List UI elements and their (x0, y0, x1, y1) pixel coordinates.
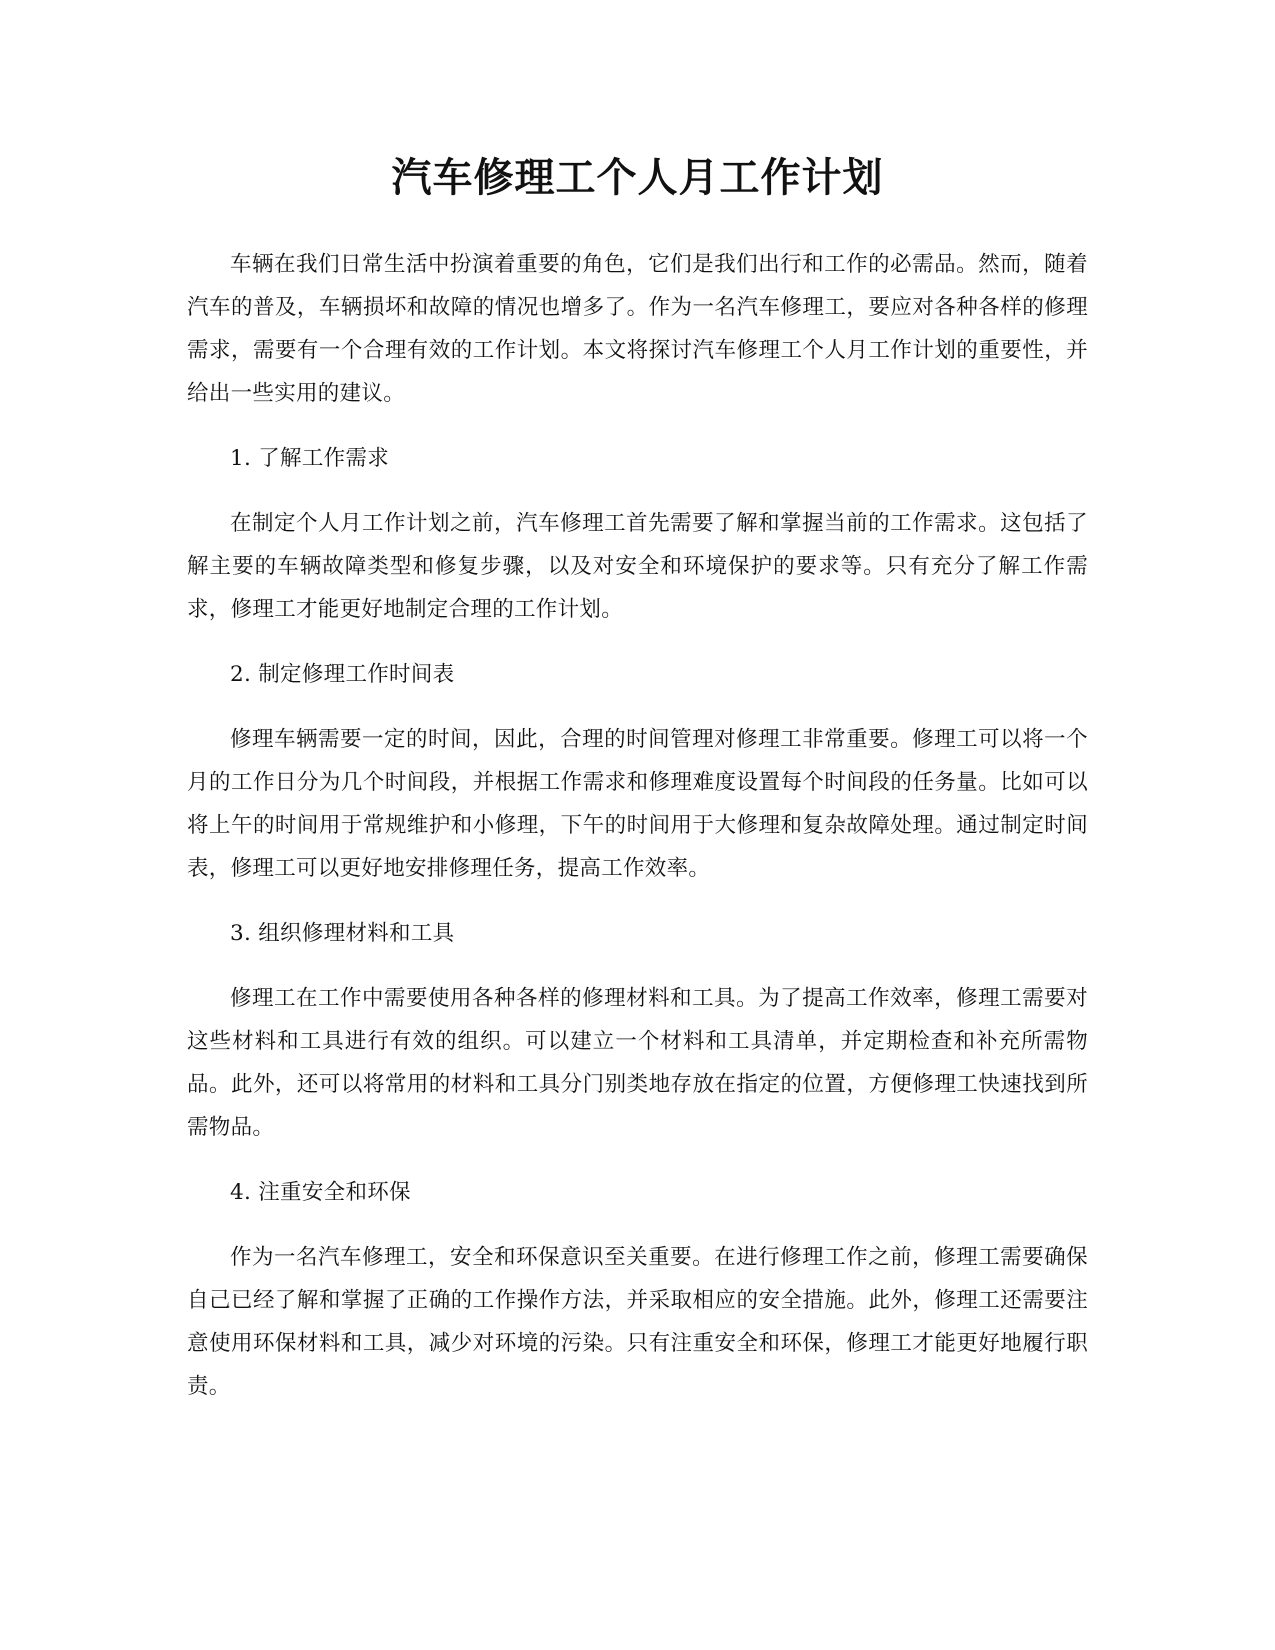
section-heading-3: 3. 组织修理材料和工具 (230, 921, 455, 946)
page-title: 汽车修理工个人月工作计划 (391, 155, 884, 201)
section-body-2: 修理车辆需要一定的时间，因此，合理的时间管理对修理工非常重要。修理工可以将一个月的工作日分为几个时间段，并根据工作需求和修理难度设置每个时间段的任务量。比如可以将上午的时间用于常规维护和小修理，下午的时间用于大修理和复杂故障处理。通过制定时间表，修理工可以更好地安排修理任务，提高工作效率。 (187, 727, 1088, 881)
section-body-3: 修理工在工作中需要使用各种各样的修理材料和工具。为了提高工作效率，修理工需要对这些材料和工具进行有效的组织。可以建立一个材料和工具清单，并定期检查和补充所需物品。此外，还可以将常用的材料和工具分门别类地存放在指定的位置，方便修理工快速找到所需物品。 (187, 986, 1088, 1140)
section-heading-4: 4. 注重安全和环保 (230, 1180, 411, 1205)
section-heading-2: 2. 制定修理工作时间表 (230, 662, 455, 687)
section-body-1: 在制定个人月工作计划之前，汽车修理工首先需要了解和掌握当前的工作需求。这包括了解主要的车辆故障类型和修复步骤，以及对安全和环境保护的要求等。只有充分了解工作需求，修理工才能更好地制定合理的工作计划。 (187, 511, 1088, 622)
intro-paragraph: 车辆在我们日常生活中扮演着重要的角色，它们是我们出行和工作的必需品。然而，随着汽车的普及，车辆损坏和故障的情况也增多了。作为一名汽车修理工，要应对各种各样的修理需求，需要有一个合理有效的工作计划。本文将探讨汽车修理工个人月工作计划的重要性，并给出一些实用的建议。 (187, 252, 1088, 406)
section-heading-1: 1. 了解工作需求 (230, 446, 390, 471)
document-body (187, 243, 1088, 1408)
section-body-4: 作为一名汽车修理工，安全和环保意识至关重要。在进行修理工作之前，修理工需要确保自己已经了解和掌握了正确的工作操作方法，并采取相应的安全措施。此外，修理工还需要注意使用环保材料和工具，减少对环境的污染。只有注重安全和环保，修理工才能更好地履行职责。 (187, 1245, 1088, 1399)
